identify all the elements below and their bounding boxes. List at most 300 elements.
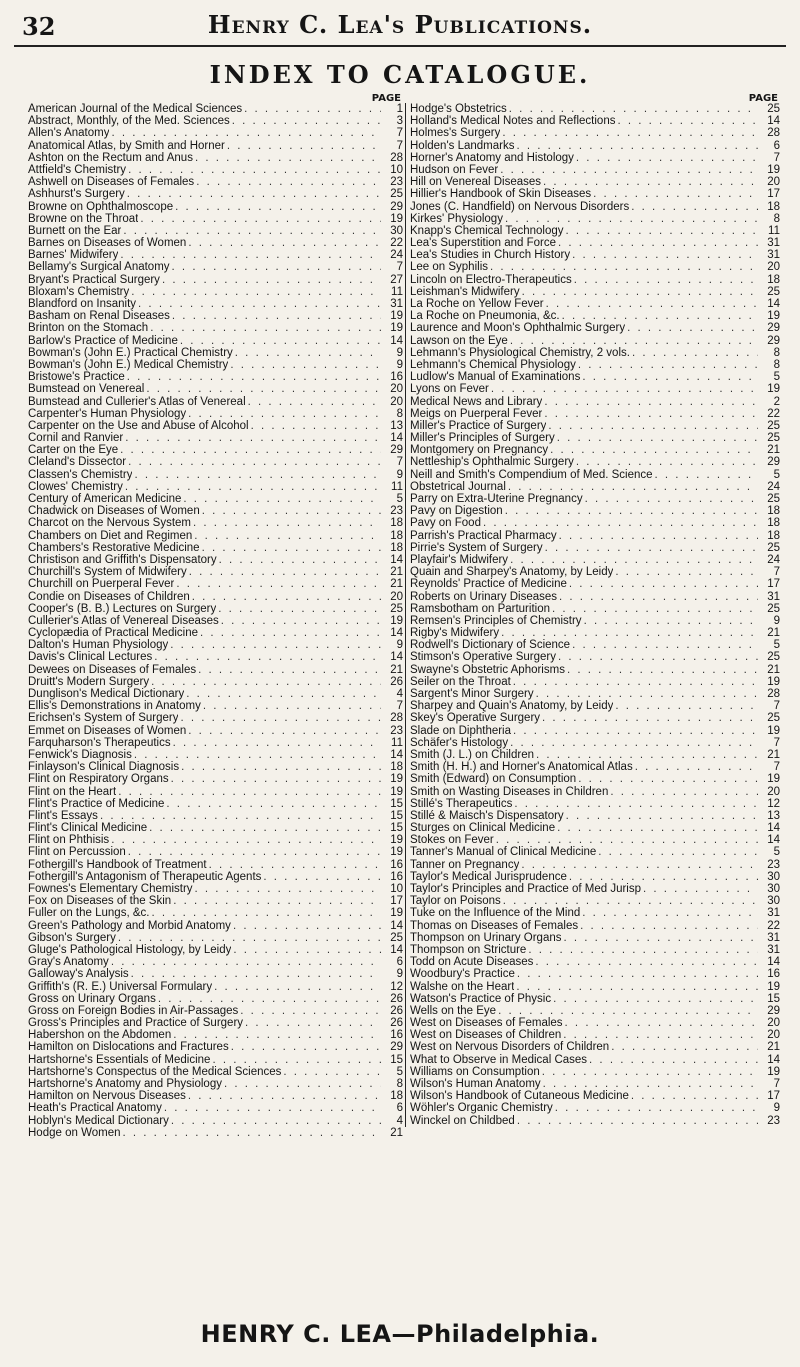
entry-page: 5: [396, 493, 403, 505]
dot-leader: [548, 444, 758, 456]
entry-title: Hillier's Handbook of Skin Diseases: [410, 188, 592, 201]
entry-page: 26: [390, 1004, 403, 1017]
entry-page: 19: [767, 310, 780, 323]
index-entry: [28, 335, 403, 347]
entry-page: 14: [390, 919, 403, 932]
entry-title: La Roche on Yellow Fever: [410, 298, 544, 310]
entry-page: 7: [396, 127, 403, 140]
entry-page: 19: [390, 322, 403, 335]
index-entry: [405, 103, 780, 115]
dot-leader: [191, 517, 381, 529]
left-entries: [28, 103, 403, 1139]
index-entry: [405, 310, 780, 322]
entry-page: 16: [390, 870, 403, 883]
entry-page: 3: [396, 115, 403, 128]
index-entry: [28, 469, 403, 481]
index-entry: [28, 688, 403, 700]
dot-leader: [186, 237, 381, 249]
dot-leader: [210, 1054, 381, 1066]
dot-leader: [496, 1005, 758, 1017]
entry-title: Bellamy's Surgical Anatomy: [28, 261, 170, 274]
index-entry: [28, 761, 403, 773]
dot-leader: [556, 651, 758, 663]
entry-page: 7: [396, 700, 403, 713]
right-entries: [405, 103, 780, 1127]
dot-leader: [514, 981, 758, 993]
entry-page: 7: [773, 566, 780, 579]
entry-title: Wilson's Human Anatomy: [410, 1078, 541, 1090]
index-entry: [405, 140, 780, 152]
entry-title: Bryant's Practical Surgery: [28, 273, 160, 286]
entry-page: 26: [390, 992, 403, 1005]
entry-title: Miller's Principles of Surgery: [410, 432, 555, 445]
entry-title: Lee on Syphilis: [410, 261, 488, 274]
dot-leader: [542, 396, 758, 408]
entry-page: 29: [390, 1041, 403, 1054]
dot-leader: [499, 627, 758, 639]
entry-page: 21: [390, 578, 403, 591]
entry-title: Flint on Percussion: [28, 846, 126, 859]
dot-leader: [156, 993, 381, 1005]
dot-leader: [546, 420, 758, 432]
dot-leader: [225, 140, 381, 152]
entry-page: 25: [767, 432, 780, 445]
entry-title: Fuller on the Lungs, &c.: [28, 907, 150, 920]
entry-page: 15: [767, 992, 780, 1005]
dot-leader: [498, 164, 758, 176]
entry-page: 6: [396, 1102, 403, 1115]
running-head: Henry C. Lea's Publications.: [207, 10, 593, 39]
index-entry: [28, 944, 403, 956]
entry-title: Erichsen's System of Surgery: [28, 712, 179, 725]
entry-title: Slade on Diphtheria: [410, 724, 512, 737]
index-entry: [405, 1054, 780, 1066]
entry-title: Ashhurst's Surgery: [28, 188, 125, 201]
entry-title: Gray's Anatomy: [28, 956, 109, 969]
dot-leader: [560, 310, 758, 322]
entry-title: Lea's Superstition and Force: [410, 237, 557, 250]
entry-title: Bloxam's Chemistry: [28, 285, 130, 298]
index-entry: [28, 213, 403, 225]
entry-title: Lehmann's Physiological Chemistry, 2 vols.: [410, 346, 630, 359]
index-entry: [28, 615, 403, 627]
entry-title: Hartshorne's Anatomy and Physiology: [28, 1078, 222, 1090]
index-entry: [405, 213, 780, 225]
index-entry: [28, 1066, 403, 1078]
dot-leader: [132, 749, 381, 761]
entry-page: 21: [767, 663, 780, 676]
dot-leader: [169, 1115, 381, 1127]
entry-page: 18: [767, 200, 780, 213]
dot-leader: [164, 798, 381, 810]
entry-title: West on Diseases of Children: [410, 1029, 562, 1042]
entry-title: Flint's Essays: [28, 809, 98, 822]
dot-leader: [192, 530, 381, 542]
dot-leader: [550, 603, 758, 615]
entry-title: What to Observe in Medical Cases: [410, 1053, 588, 1066]
index-entry: [28, 1054, 403, 1066]
entry-page: 29: [767, 456, 780, 469]
entry-page: 14: [390, 627, 403, 640]
entry-page: 25: [767, 493, 780, 505]
index-entry: [28, 201, 403, 213]
entry-title: Habershon on the Abdomen: [28, 1029, 172, 1042]
entry-title: Pavy on Digestion: [410, 505, 503, 518]
entry-title: Churchill on Puerperal Fever: [28, 578, 175, 591]
entry-page: 27: [390, 273, 403, 286]
entry-page: 30: [767, 883, 780, 895]
index-entry: [28, 932, 403, 944]
entry-title: Roberts on Urinary Diseases: [410, 590, 558, 603]
dot-leader: [580, 907, 758, 919]
dot-leader: [629, 201, 758, 213]
entry-page: 13: [390, 419, 403, 432]
index-entry: [28, 542, 403, 554]
entry-page: 16: [767, 968, 780, 981]
dot-leader: [543, 542, 758, 554]
entry-title: Cooper's (B. B.) Lectures on Surgery: [28, 602, 217, 615]
index-entry: [405, 566, 780, 578]
index-entry: [405, 274, 780, 286]
index-entry: [405, 871, 780, 883]
dot-leader: [489, 383, 758, 395]
index-entry: [405, 530, 780, 542]
entry-page: 30: [767, 895, 780, 908]
entry-page: 19: [390, 907, 403, 920]
index-entry: [28, 1017, 403, 1029]
index-entry: [28, 310, 403, 322]
entry-page: 5: [773, 468, 780, 481]
index-entry: [28, 810, 403, 822]
entry-page: 25: [390, 188, 403, 201]
entry-title: Neill and Smith's Compendium of Med. Science: [410, 468, 653, 481]
dot-leader: [123, 481, 381, 493]
dot-leader: [193, 152, 381, 164]
entry-page: 25: [767, 712, 780, 725]
dot-leader: [174, 578, 381, 590]
entry-title: Dalton's Human Physiology: [28, 639, 169, 652]
index-entry: [405, 1090, 780, 1102]
entry-page: 25: [767, 602, 780, 615]
index-entry: [405, 1005, 780, 1017]
dot-leader: [186, 725, 381, 737]
dot-leader: [511, 676, 758, 688]
entry-title: Cyclopædia of Practical Medicine: [28, 627, 199, 640]
entry-page: 31: [767, 249, 780, 262]
entry-page: 29: [767, 322, 780, 335]
index-entry: [405, 456, 780, 468]
dot-leader: [126, 164, 381, 176]
dot-leader: [567, 578, 758, 590]
entry-title: Schäfer's Histology: [410, 736, 509, 749]
entry-page: 28: [390, 151, 403, 164]
dot-leader: [553, 1102, 758, 1114]
index-entry: [28, 298, 403, 310]
dot-leader: [514, 140, 758, 152]
index-entry: [28, 371, 403, 383]
entry-title: Leishman's Midwifery: [410, 285, 520, 298]
dot-leader: [563, 1017, 758, 1029]
entry-title: Woodbury's Practice: [410, 968, 515, 981]
index-entry: [405, 359, 780, 371]
entry-page: 19: [390, 785, 403, 798]
dot-leader: [534, 688, 758, 700]
index-entry: [405, 846, 780, 858]
entry-page: 17: [767, 578, 780, 591]
dot-leader: [120, 1127, 381, 1139]
dot-leader: [630, 347, 758, 359]
dot-leader: [219, 615, 381, 627]
dot-leader: [171, 1029, 381, 1041]
index-entry: [28, 981, 403, 993]
entry-page: 18: [390, 541, 403, 554]
entry-title: Condie on Diseases of Children: [28, 590, 190, 603]
entry-title: Winckel on Childbed: [410, 1114, 515, 1127]
index-entry: [405, 712, 780, 724]
index-entry: [28, 1090, 403, 1102]
dot-leader: [198, 627, 381, 639]
entry-page: 10: [390, 883, 403, 895]
dot-leader: [572, 274, 758, 286]
entry-page: 20: [767, 785, 780, 798]
index-entry: [405, 1115, 780, 1127]
index-entry: [405, 737, 780, 749]
dot-leader: [178, 335, 381, 347]
entry-title: Rodwell's Dictionary of Science: [410, 639, 571, 652]
dot-leader: [567, 871, 758, 883]
dot-leader: [186, 408, 381, 420]
index-entry: [405, 261, 780, 273]
entry-title: Tuke on the Influence of the Mind: [410, 907, 581, 920]
entry-page: 26: [390, 675, 403, 688]
entry-title: Bowman's (John E.) Medical Chemistry: [28, 358, 229, 371]
entry-page: 20: [767, 261, 780, 274]
entry-title: Browne on the Throat: [28, 212, 139, 225]
index-entry: [28, 432, 403, 444]
entry-title: Medical News and Library: [410, 395, 543, 408]
index-entry: [28, 993, 403, 1005]
dot-leader: [162, 1102, 381, 1114]
entry-page: 14: [767, 115, 780, 128]
dot-leader: [561, 932, 758, 944]
dot-leader: [136, 298, 381, 310]
entry-title: Montgomery on Pregnancy: [410, 444, 549, 457]
index-entry: [28, 456, 403, 468]
entry-page: 16: [390, 858, 403, 871]
dot-leader: [231, 944, 381, 956]
dot-leader: [561, 1029, 758, 1041]
index-entry: [28, 700, 403, 712]
index-entry: [405, 188, 780, 200]
entry-title: Basham on Renal Diseases: [28, 310, 170, 323]
entry-page: 14: [390, 943, 403, 956]
entry-page: 15: [390, 1053, 403, 1066]
entry-title: Chambers on Diet and Regimen: [28, 529, 193, 542]
dot-leader: [201, 700, 381, 712]
index-entry: [28, 261, 403, 273]
entry-title: Lehmann's Chemical Physiology: [410, 358, 576, 371]
entry-page: 19: [767, 163, 780, 176]
dot-leader: [481, 517, 758, 529]
entry-title: Ellis's Demonstrations in Anatomy: [28, 700, 201, 713]
entry-page: 9: [396, 968, 403, 981]
dot-leader: [171, 895, 381, 907]
dot-leader: [217, 554, 381, 566]
dot-leader: [555, 822, 758, 834]
index-entry: [28, 140, 403, 152]
index-entry: [28, 347, 403, 359]
entry-title: Davis's Clinical Lectures: [28, 651, 153, 664]
entry-page: 4: [396, 688, 403, 700]
entry-page: 12: [767, 797, 780, 810]
index-entry: [405, 115, 780, 127]
dot-leader: [126, 846, 381, 858]
index-entry: [405, 493, 780, 505]
dot-leader: [582, 615, 758, 627]
entry-title: Fothergill's Handbook of Treatment: [28, 858, 207, 871]
entry-title: Druitt's Modern Surgery: [28, 675, 150, 688]
dot-leader: [179, 761, 381, 773]
left-page-column-label: PAGE: [371, 93, 401, 104]
entry-title: Reynolds' Practice of Medicine: [410, 578, 567, 591]
right-index-column: [405, 94, 780, 1127]
index-entry: [405, 127, 780, 139]
dot-leader: [212, 981, 381, 993]
entry-page: 9: [396, 468, 403, 481]
entry-page: 8: [773, 212, 780, 225]
index-entry: [28, 1078, 403, 1090]
dot-leader: [541, 1078, 758, 1090]
entry-title: Barnes on Diseases of Women: [28, 237, 187, 250]
entry-title: Thompson on Stricture: [410, 943, 527, 956]
index-entry: [28, 152, 403, 164]
entry-title: Tanner's Manual of Clinical Medicine: [410, 846, 597, 859]
index-entry: [405, 1029, 780, 1041]
entry-page: 23: [390, 176, 403, 189]
entry-title: Gluge's Pathological Histology, by Leidy: [28, 943, 232, 956]
index-entry: [28, 444, 403, 456]
entry-page: 11: [768, 224, 780, 237]
index-entry: [28, 676, 403, 688]
index-entry: [405, 688, 780, 700]
entry-title: Hodge on Women: [28, 1126, 121, 1139]
entry-page: 9: [396, 358, 403, 371]
index-entry: [405, 981, 780, 993]
index-entry: [28, 798, 403, 810]
dot-leader: [512, 798, 758, 810]
index-entry: [405, 542, 780, 554]
dot-leader: [507, 103, 758, 115]
index-entry: [405, 993, 780, 1005]
dot-leader: [615, 115, 758, 127]
entry-title: Flint's Clinical Medicine: [28, 822, 148, 835]
index-entry: [28, 664, 403, 676]
entry-page: 16: [390, 1029, 403, 1042]
entry-title: Holden's Landmarks: [410, 139, 515, 152]
entry-title: Galloway's Analysis: [28, 968, 129, 981]
dot-leader: [181, 493, 381, 505]
index-entry: [28, 920, 403, 932]
entry-title: Playfair's Midwifery: [410, 553, 509, 566]
entry-title: Parrish's Practical Pharmacy: [410, 529, 557, 542]
dot-leader: [246, 396, 381, 408]
dot-leader: [501, 895, 758, 907]
index-entry: [28, 1005, 403, 1017]
index-entry: [405, 615, 780, 627]
entry-title: Carpenter's Human Physiology: [28, 407, 187, 420]
index-entry: [405, 883, 780, 895]
index-entry: [405, 383, 780, 395]
entry-title: Ludlow's Manual of Examinations: [410, 371, 581, 384]
entry-title: Browne on Ophthalmoscope: [28, 200, 174, 213]
entry-title: Laurence and Moon's Ophthalmic Surgery: [410, 322, 626, 335]
index-entry: [28, 115, 403, 127]
dot-leader: [243, 1017, 381, 1029]
entry-title: Flint's Practice of Medicine: [28, 797, 165, 810]
index-entry: [405, 773, 780, 785]
index-entry: [405, 859, 780, 871]
dot-leader: [129, 968, 381, 980]
entry-page: 30: [767, 870, 780, 883]
entry-title: Bumstead and Cullerier's Atlas of Venereal: [28, 395, 246, 408]
entry-page: 7: [396, 456, 403, 469]
entry-title: Clowes' Chemistry: [28, 480, 123, 493]
entry-page: 14: [767, 822, 780, 835]
dot-leader: [526, 944, 758, 956]
index-entry: [405, 651, 780, 663]
index-entry: [28, 188, 403, 200]
entry-title: Carpenter on the Use and Abuse of Alcohol: [28, 419, 249, 432]
index-entry: [405, 895, 780, 907]
index-entry: [405, 286, 780, 298]
index-entry: [28, 274, 403, 286]
dot-leader: [625, 322, 758, 334]
index-entry: [28, 249, 403, 261]
dot-leader: [261, 871, 381, 883]
entry-page: 19: [767, 1065, 780, 1078]
index-entry: [28, 396, 403, 408]
entry-title: Swayne's Obstetric Aphorisms: [410, 663, 565, 676]
index-entry: [405, 907, 780, 919]
entry-page: 31: [767, 237, 780, 250]
dot-leader: [583, 493, 758, 505]
dot-leader: [609, 1041, 758, 1053]
index-entry: [405, 554, 780, 566]
dot-leader: [129, 286, 381, 298]
dot-leader: [503, 213, 758, 225]
entry-page: 31: [767, 590, 780, 603]
dot-leader: [591, 188, 758, 200]
dot-leader: [540, 1066, 758, 1078]
entry-page: 9: [773, 1102, 780, 1115]
entry-page: 19: [390, 773, 403, 786]
entry-title: Churchill's System of Midwifery: [28, 566, 187, 579]
entry-page: 14: [390, 432, 403, 445]
dot-leader: [596, 846, 758, 858]
entry-title: Hartshorne's Conspectus of the Medical Sciences: [28, 1065, 282, 1078]
entry-page: 7: [773, 736, 780, 749]
dot-leader: [557, 530, 758, 542]
dot-leader: [160, 274, 381, 286]
index-entry: [28, 846, 403, 858]
entry-title: Lincoln on Electro-Therapeutics: [410, 273, 572, 286]
index-entry: [405, 517, 780, 529]
dot-leader: [503, 505, 758, 517]
entry-page: 28: [390, 712, 403, 725]
dot-leader: [196, 664, 381, 676]
dot-leader: [565, 664, 758, 676]
entry-page: 14: [390, 553, 403, 566]
